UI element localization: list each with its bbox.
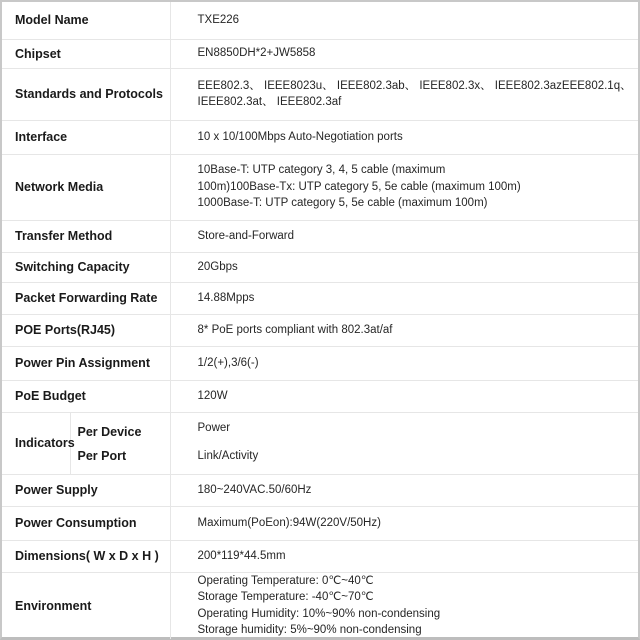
spec-row-power-pin (2, 346, 638, 380)
row-value: 14.88Mpps (170, 282, 638, 314)
value-line: Operating Humidity: 10%~90% non-condensing (197, 607, 441, 620)
row-label: PoE Budget (2, 380, 170, 412)
row-label: Transfer Method (2, 220, 170, 252)
row-value: 8* PoE ports compliant with 802.3at/af (170, 314, 638, 346)
row-label: Environment (15, 598, 92, 613)
sub-row-label: Per Device (70, 412, 170, 444)
sub-row-value: Link/Activity (170, 444, 638, 474)
spec-row-transfer-method (2, 220, 638, 252)
spec-row-interface (2, 120, 638, 154)
spec-row-model-name (2, 2, 638, 39)
value-line: 10Base-T: UTP category 3, 4, 5 cable (maximum (197, 164, 446, 177)
spec-row-switching-capacity (2, 252, 638, 282)
row-value (170, 572, 638, 639)
row-value: Store-and-Forward (170, 220, 638, 252)
row-label: Power Supply (2, 474, 170, 506)
row-label: Switching Capacity (2, 252, 170, 282)
value-line: Storage Temperature: -40℃~70℃ (197, 591, 374, 603)
spec-row-poe-ports (2, 314, 638, 346)
value-line: 1000Base-T: UTP category 5, 5e cable (maximum 100m) (197, 197, 488, 210)
row-value: 180~240VAC.50/60Hz (170, 474, 638, 506)
row-label: Network Media (2, 154, 170, 220)
row-label: POE Ports(RJ45) (2, 314, 170, 346)
spec-table (2, 2, 638, 639)
row-value: 1/2(+),3/6(-) (170, 346, 638, 380)
spec-row-chipset (2, 39, 638, 68)
spec-row-power-consumption (2, 506, 638, 540)
spec-row-power-supply (2, 474, 638, 506)
value-line: 100m)100Base-Tx: UTP category 5, 5e cable (maximum 100m) (197, 180, 521, 193)
row-label: Model Name (2, 2, 170, 39)
row-value: 120W (170, 380, 638, 412)
sub-row-value: Power (170, 412, 638, 444)
row-label: Power Consumption (2, 506, 170, 540)
spec-row-network-media (2, 154, 638, 220)
row-value (170, 68, 638, 120)
value-line: EEE802.3、 IEEE8023u、 IEEE802.3ab、 IEEE802.3x、 IEEE802.3azEEE802.1q、 (197, 79, 632, 92)
sub-row-label: Per Port (70, 444, 170, 474)
spec-row-environment (2, 572, 638, 639)
spec-row-dimensions (2, 540, 638, 572)
spec-row-indicators-device (2, 412, 638, 444)
row-label: Chipset (2, 39, 170, 68)
row-label: Indicators (2, 412, 70, 474)
spec-row-indicators-port (2, 444, 638, 474)
spec-row-poe-budget (2, 380, 638, 412)
spec-row-packet-forwarding (2, 282, 638, 314)
value-line: IEEE802.3at、 IEEE802.3af (197, 96, 342, 108)
value-line: Storage humidity: 5%~90% non-condensing (197, 624, 422, 636)
row-value: Maximum(PoEon):94W(220V/50Hz) (170, 506, 638, 540)
row-value: 20Gbps (170, 252, 638, 282)
row-value (170, 154, 638, 220)
row-label: Packet Forwarding Rate (2, 282, 170, 314)
row-value: 200*119*44.5mm (170, 540, 638, 572)
row-label: Interface (2, 120, 170, 154)
row-label: Power Pin Assignment (2, 346, 170, 380)
row-value: TXE226 (170, 2, 638, 39)
row-label: Standards and Protocols (2, 68, 170, 120)
value-line: Operating Temperature: 0℃~40℃ (197, 574, 374, 587)
row-value: EN8850DH*2+JW5858 (170, 39, 638, 68)
spec-row-standards (2, 68, 638, 120)
row-label: Dimensions( W x D x H ) (2, 540, 170, 572)
row-value: 10 x 10/100Mbps Auto-Negotiation ports (170, 120, 638, 154)
